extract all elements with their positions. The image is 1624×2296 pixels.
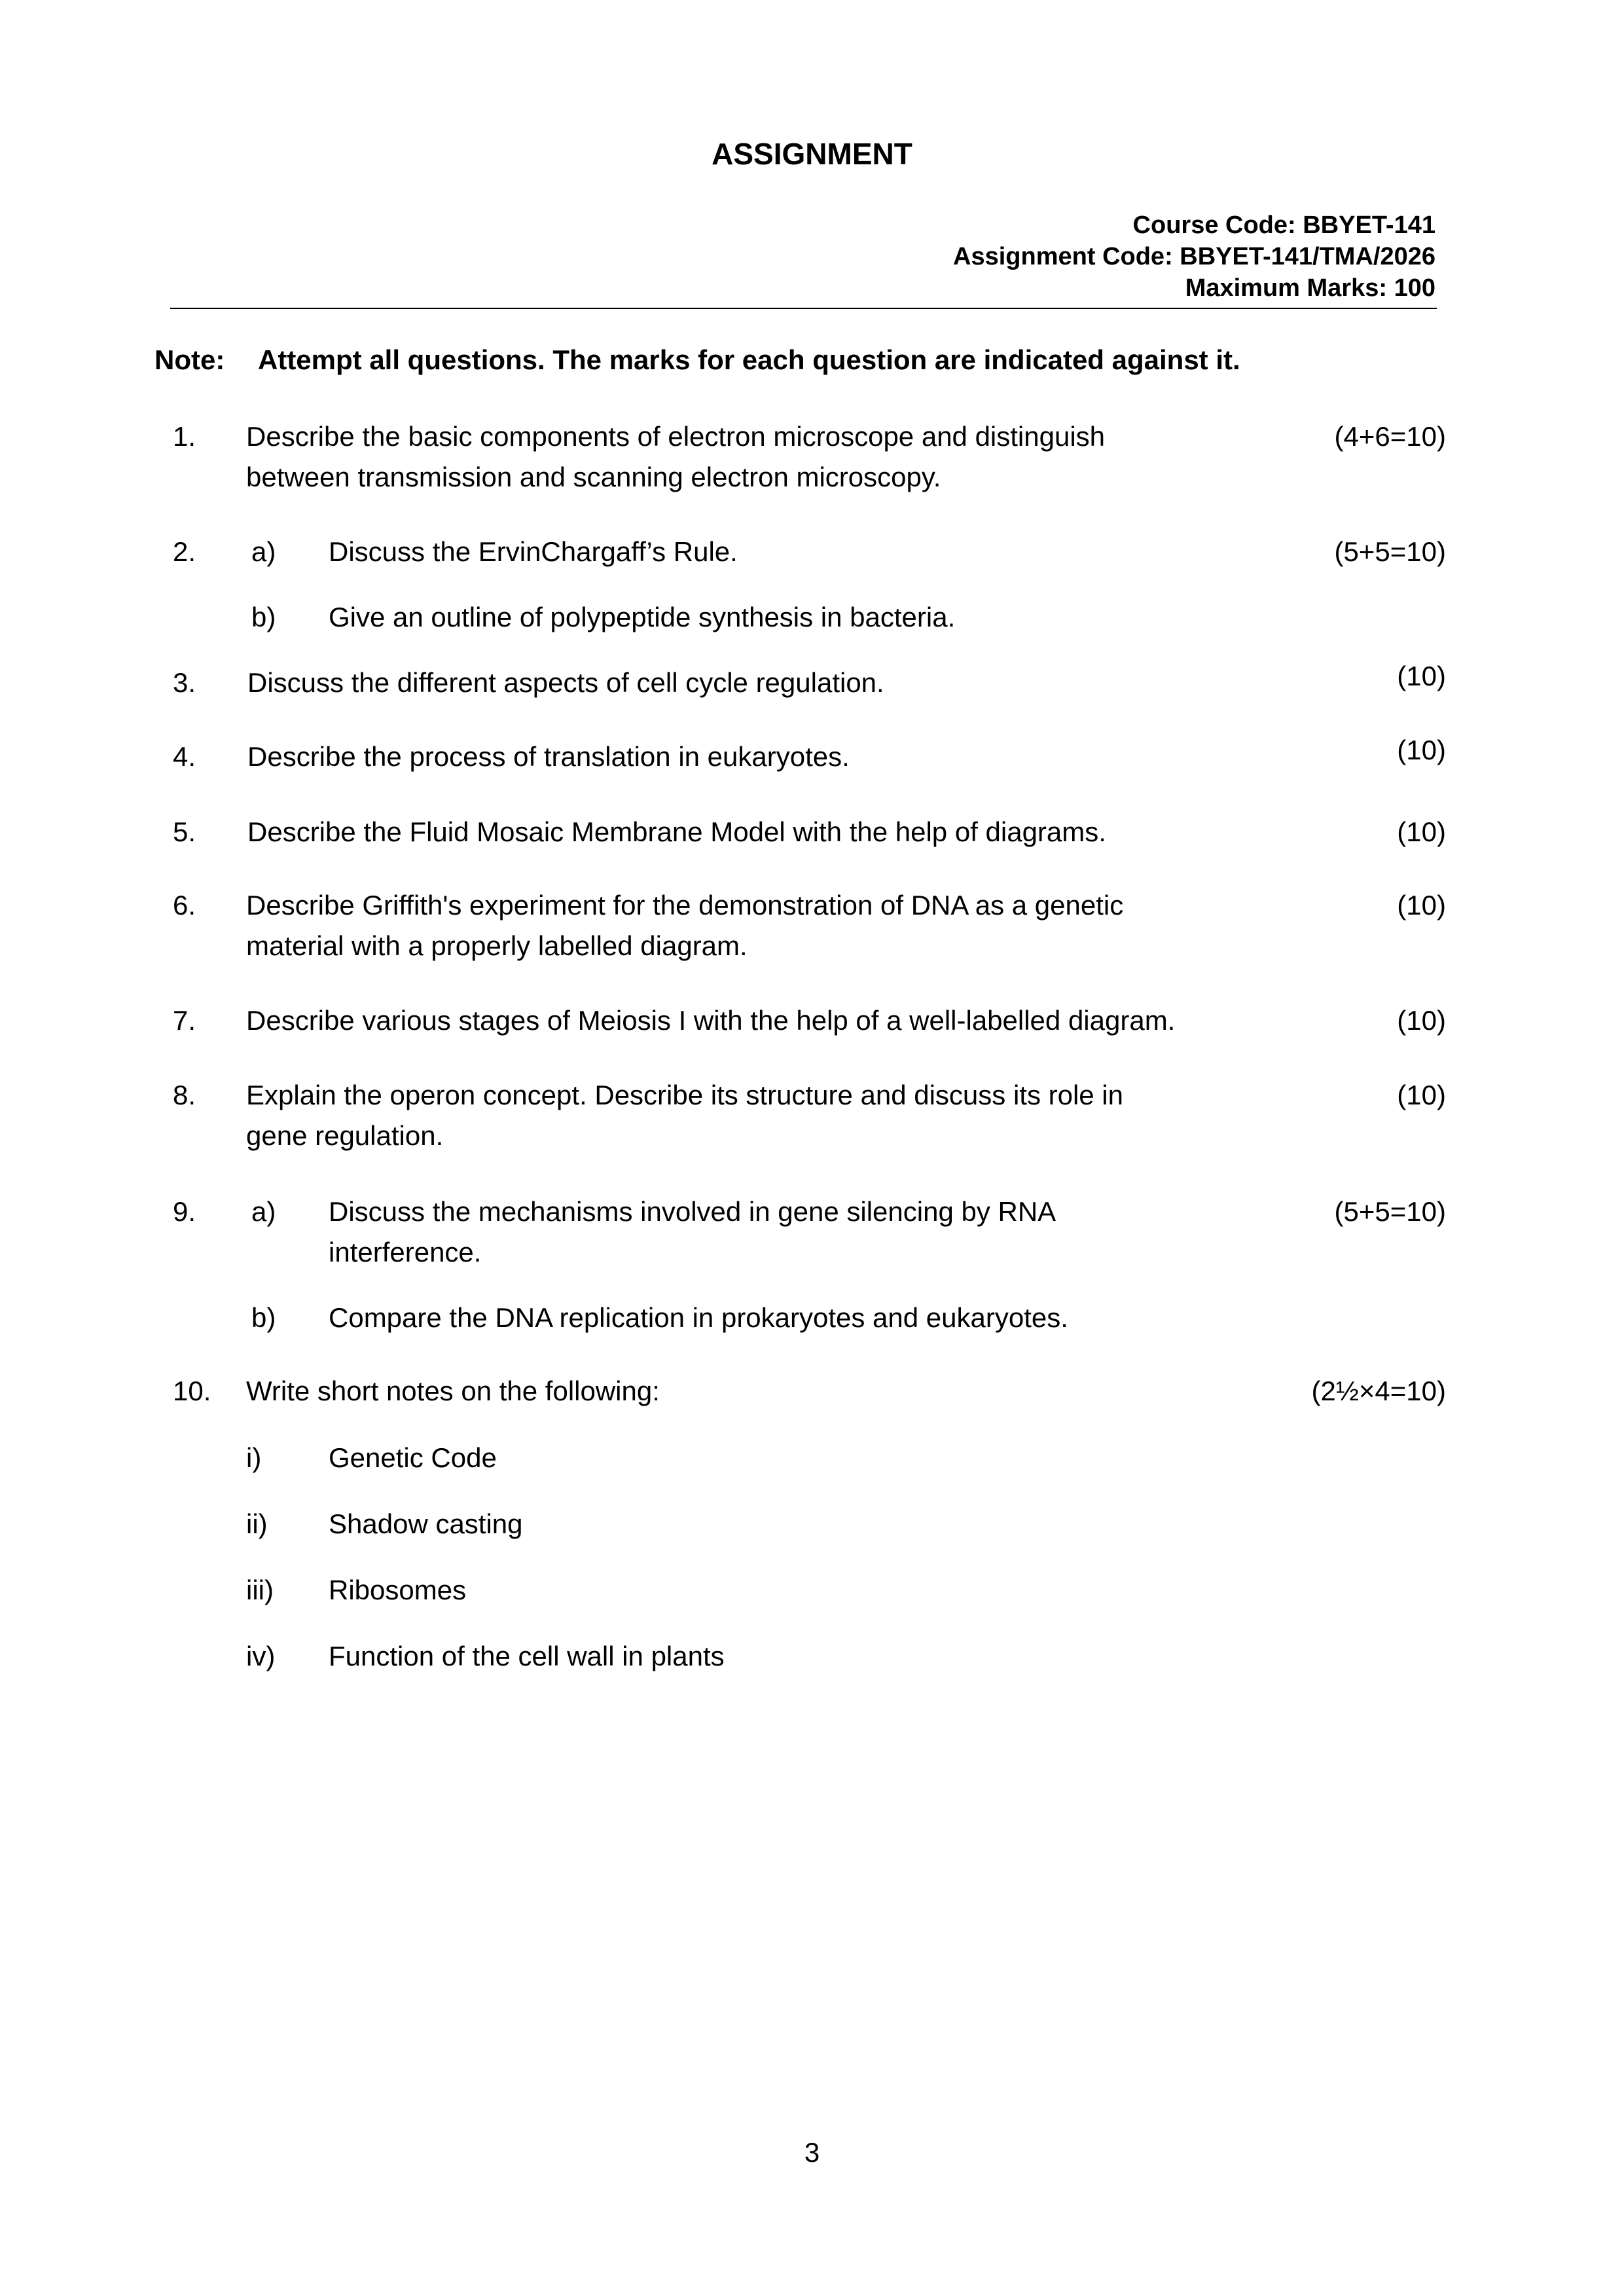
question-marks: (10) [1397,816,1446,847]
question-text-line: Explain the operon concept. Describe its structure and discuss its role in [246,1080,1124,1110]
question-number: 1. [173,421,196,452]
list-item-label: iii) [246,1575,274,1605]
question-7 [0,1000,1624,1041]
page-number: 3 [804,2137,820,2168]
sub-part-label: b) [251,602,276,632]
note [154,344,1240,376]
question-marks: (2½×4=10) [1311,1376,1446,1406]
question-4 [0,737,1624,777]
question-6 [0,885,1624,970]
sub-part-text: Compare the DNA replication in prokaryotes and eukaryotes. [329,1302,1068,1333]
question-number: 9. [173,1196,196,1227]
question-number: 6. [173,890,196,920]
sub-part-text: Discuss the ErvinChargaff’s Rule. [329,536,738,567]
question-number: 5. [173,816,196,847]
question-text-line: Describe the process of translation in eukaryotes. [247,741,850,772]
question-10 [0,1371,1624,1685]
question-3 [0,663,1624,703]
question-text-line: Describe the basic components of electron microscope and distinguish [246,421,1106,452]
course-code: Course Code: BBYET-141 [1132,211,1435,239]
question-9 [0,1192,1624,1336]
assignment-meta [953,210,1435,304]
question-number: 8. [173,1080,196,1110]
list-item-text: Shadow casting [329,1508,523,1539]
question-marks: (10) [1397,661,1446,691]
question-text-line: gene regulation. [246,1120,444,1151]
sub-part-text: Give an outline of polypeptide synthesis in bacteria. [329,602,956,632]
question-text-line: Describe Griffith's experiment for the demonstration of DNA as a genetic [246,890,1124,920]
list-item-label: iv) [246,1641,276,1671]
sub-part-text: Discuss the mechanisms involved in gene silencing by RNA [329,1196,1056,1227]
sub-part-label: a) [251,1196,276,1227]
question-marks: (10) [1397,1005,1446,1036]
question-text-line: Discuss the different aspects of cell cycle regulation. [247,667,884,698]
question-number: 7. [173,1005,196,1036]
list-item-text: Function of the cell wall in plants [329,1641,725,1671]
question-marks: (5+5=10) [1334,1196,1446,1227]
question-text-line: Write short notes on the following: [246,1376,660,1406]
question-number: 4. [173,741,196,772]
question-text-line: material with a properly labelled diagram. [246,930,748,961]
list-item-text: Ribosomes [329,1575,467,1605]
question-number: 10. [173,1376,211,1406]
question-text-line: Describe the Fluid Mosaic Membrane Model with the help of diagrams. [247,816,1106,847]
question-marks: (10) [1397,1080,1446,1110]
question-marks: (4+6=10) [1334,421,1446,452]
question-1 [0,416,1624,501]
sub-part-label: b) [251,1302,276,1333]
page-title: ASSIGNMENT [712,137,912,171]
sub-part-label: a) [251,536,276,567]
question-number: 2. [173,536,196,567]
header-divider [170,308,1437,309]
question-text-line: between transmission and scanning electron microscopy. [246,462,941,492]
question-8 [0,1075,1624,1160]
maximum-marks: Maximum Marks: 100 [1185,274,1435,302]
question-marks: (5+5=10) [1334,536,1446,567]
question-2 [0,532,1624,636]
sub-part-text: interference. [329,1237,482,1267]
question-text-line: Describe various stages of Meiosis I with the help of a well-labelled diagram. [246,1005,1176,1036]
note-text: Attempt all questions. The marks for each question are indicated against it. [258,344,1240,375]
assignment-code: Assignment Code: BBYET-141/TMA/2026 [953,243,1435,270]
question-marks: (10) [1397,735,1446,765]
list-item-label: ii) [246,1508,268,1539]
list-item-text: Genetic Code [329,1442,497,1473]
question-number: 3. [173,667,196,698]
question-5 [0,812,1624,852]
list-item-label: i) [246,1442,262,1473]
question-marks: (10) [1397,890,1446,920]
note-label: Note: [154,344,225,375]
